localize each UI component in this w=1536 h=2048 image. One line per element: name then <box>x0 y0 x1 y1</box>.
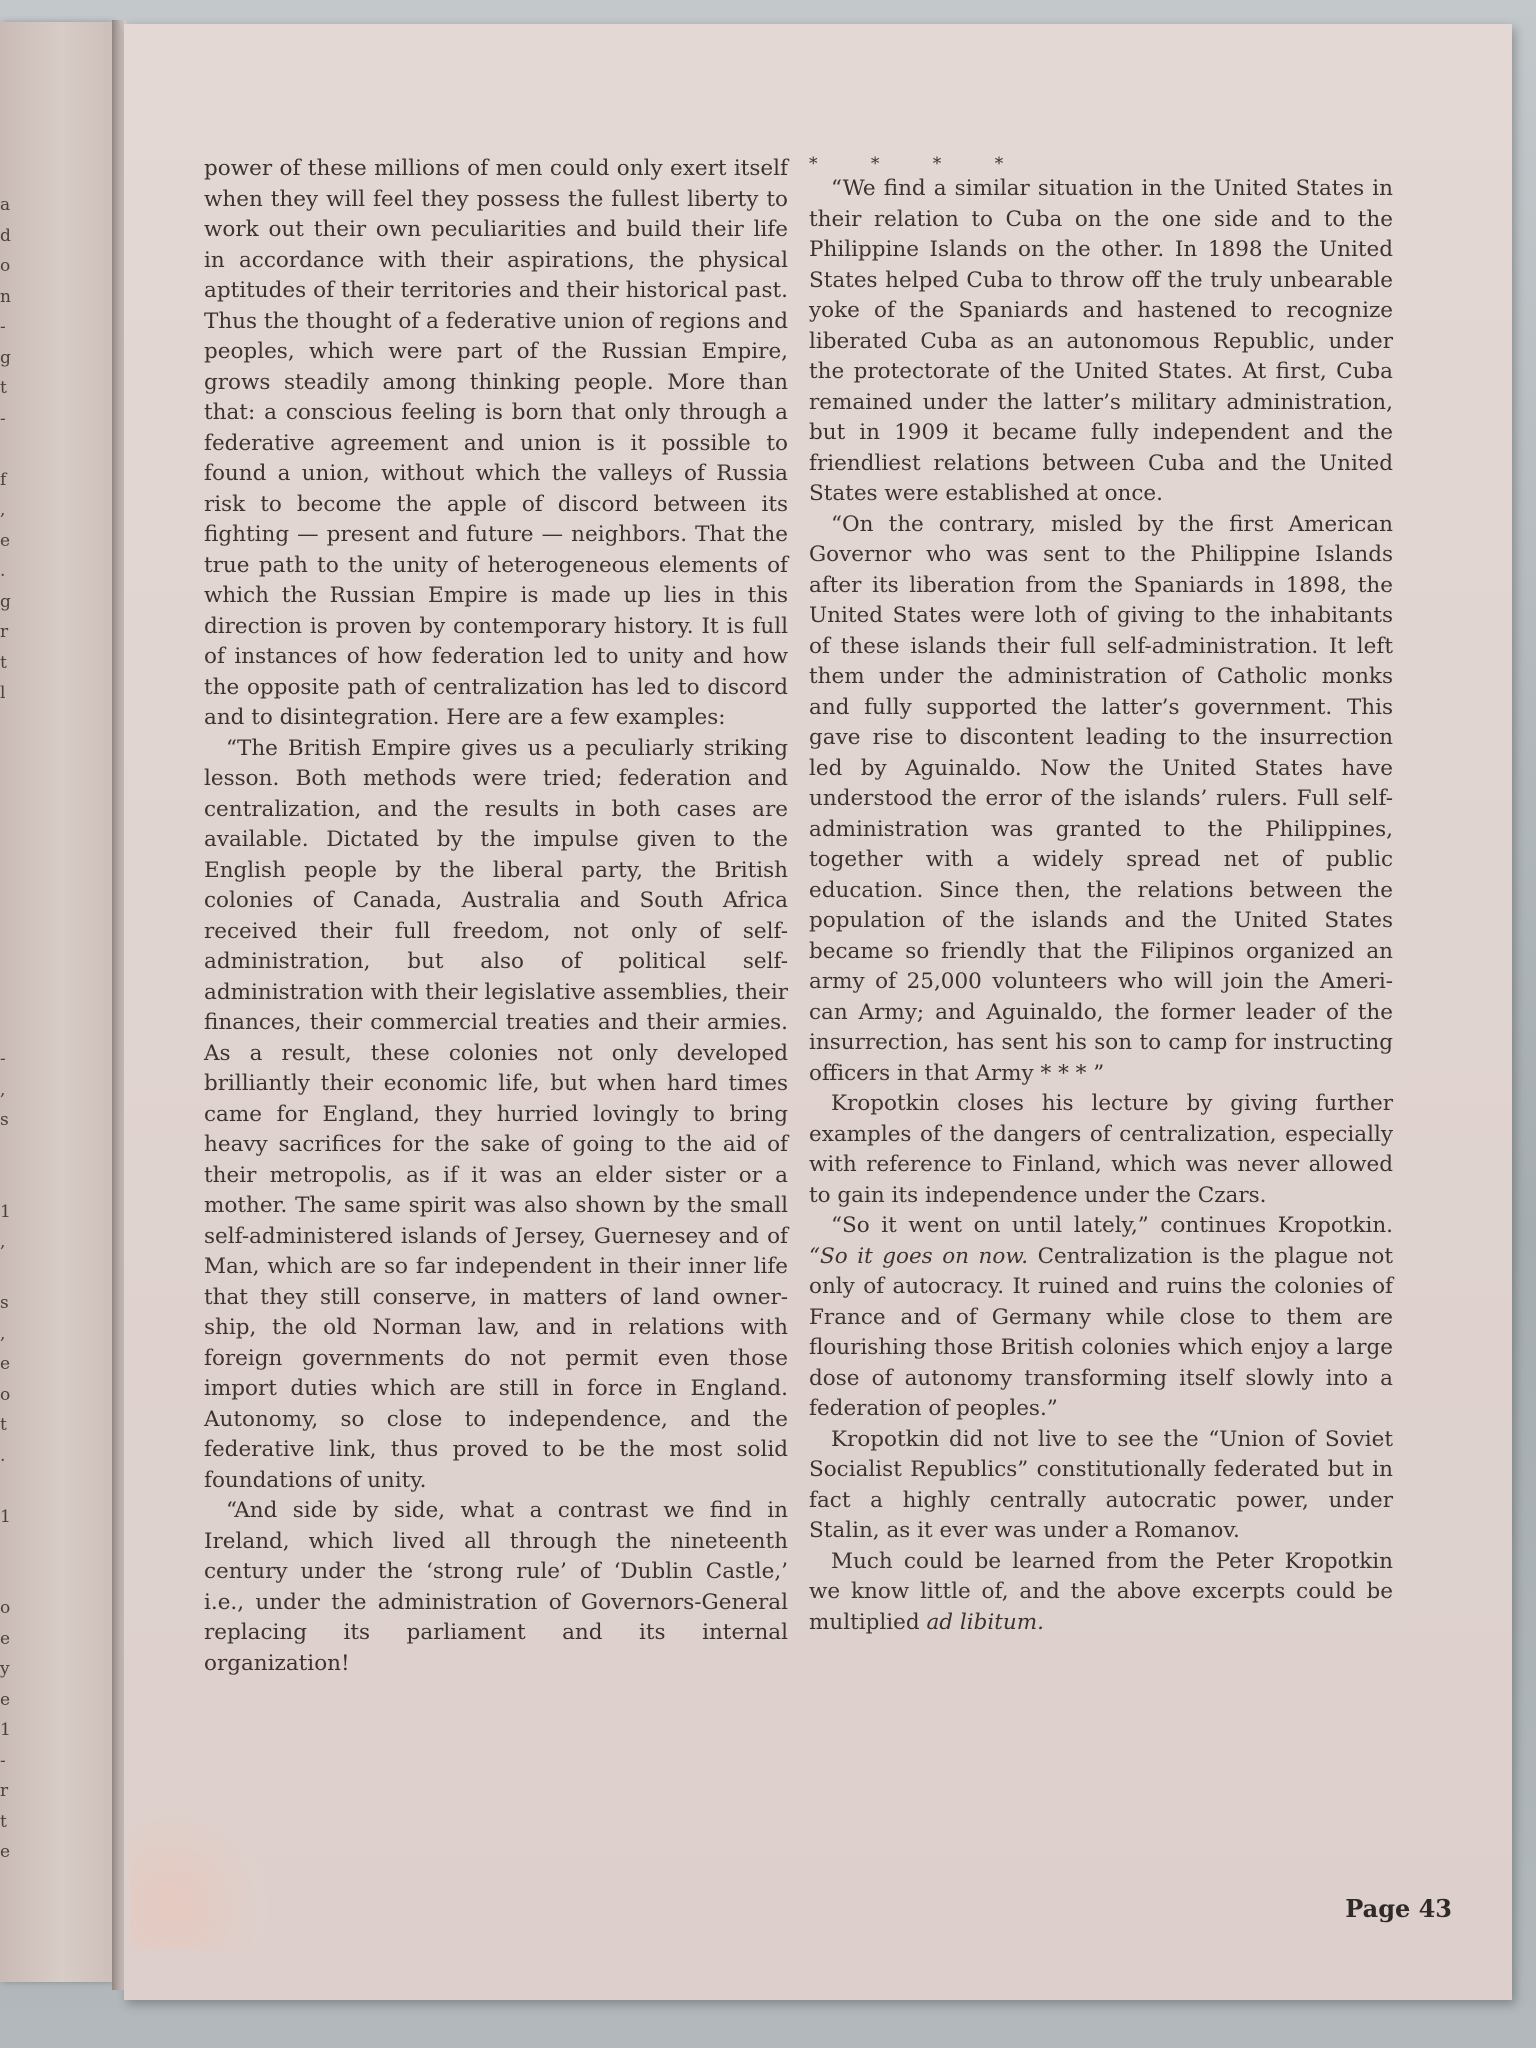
right-paragraph-1: “We find a similar situation in the United States in their relation to Cuba on the one side and to the Philippine Islands on the other. In 1898 the United States helped Cuba to throw off the truly unbearable yoke of the Spaniards and hastened to recognize liberated Cuba as an autonomous Republic, under the protectorate of the United States. At first, Cuba remained under the latter’s military administration, but in 1909 it became fully independent and the friendliest relations between Cuba and the United States were established at once. <box>809 176 1393 506</box>
p4-text-a: “So it went on until lately,” continues Kropotkin. <box>831 1213 1393 1238</box>
right-paragraph-6 <box>809 1547 1393 1639</box>
previous-page-edge <box>0 22 112 1982</box>
p6-italic-phrase: ad libitum. <box>926 1609 1044 1635</box>
right-paragraph-4 <box>809 1211 1393 1425</box>
page-number: Page 43 <box>1345 1894 1452 1923</box>
left-paragraph-3: “And side by side, what a contrast we find in Ireland, which lived all through the nineteenth century under the ‘strong rule’ of ‘Dublin Castle,’ i.e., under the administration of Governors-General replacing its parliament and its internal organization! <box>204 1498 788 1676</box>
document-page <box>124 24 1512 2000</box>
left-column <box>204 154 788 1679</box>
left-paragraph-1: power of these millions of men could only exert itself when they will feel they possess the fullest liberty to work out their own peculiarities and build their life in accordance with their aspirations, the physical aptitudes of their territories and their historical past. Thus the thought of a federative union of regions and peoples, which were part of the Russian Empire, grows steadily among thinking people. More than that: a conscious feeling is born that only through a federative agreement and union is it possible to found a union, without which the valleys of Russia risk to become the apple of discord between its fighting — present and future — neighbors. That the true path to the unity of heterogeneous elements of which the Russian Empire is made up lies in this direction is proven by contemporary history. It is full of instances of how federation led to unity and how the opposite path of centralization has led to discord and to disintegration. Here are a few examples: <box>204 156 788 730</box>
section-break-stars: * * * * <box>809 154 1028 174</box>
p6-text-a: Much could be learned from the Peter Kropotkin we know little of, and the above excerpts could be multiplied <box>809 1548 1393 1635</box>
right-paragraph-5: Kropotkin did not live to see the “Union of Soviet Socialist Republics” constitutionally federated but in fact a highly centrally autocratic power, under Stalin, as it ever was under a Romanov. <box>809 1426 1393 1543</box>
previous-page-text-fragments: a d o n - g t - f , e . g r t l - , s 1 , s , e o t . 1 o e y e 1 - r t e <box>0 195 11 1862</box>
p4-text-b: Centralization is the plague not only of autocracy. It ruined and ruins the colonies of France and of Germany while close to them are flourishing those British colonies which enjoy a large dose of autonomy transforming itself slowly into a federation of peoples.” <box>809 1243 1394 1421</box>
right-column <box>809 154 1393 1638</box>
p4-italic-quote: “So it goes on now. <box>809 1243 1029 1269</box>
left-paragraph-2: “The British Empire gives us a peculiarly striking lesson. Both methods were tried; federation and centralization, and the results in both cases are available. Dictated by the impulse given to the English people by the liberal party, the British colonies of Canada, Australia and South Africa received their full freedom, not only of self-administration, but also of political self-administration with their legislative assemblies, their finances, their commercial treaties and their armies. As a result, these colonies not only developed brilliantly their economic life, but when hard times came for England, they hurried lovingly to bring heavy sacrifices for the sake of going to the aid of their metropolis, as if it was an elder sister or a mother. The same spirit was also shown by the small self-administered islands of Jersey, Guernesey and of Man, which are so far independent in their inner life that they still conserve, in matters of land ownership, the old Norman law, and in relations with foreign governments do not permit even those import duties which are still in force in England. Autonomy, so close to independence, and the federative link, thus proved to be the most solid foundations of unity. <box>204 735 788 1493</box>
right-paragraph-2: “On the contrary, misled by the first American Governor who was sent to the Philippine Islands after its liberation from the Spaniards in 1898, the United States were loth of giving to the inhabitants of these islands their full self-administration. It left them under the administration of Catholic monks and fully supported the latter’s government. This gave rise to discontent leading to the insurrection led by Aguinaldo. Now the United States have understood the error of the islands’ rulers. Full self-administration was granted to the Philippines, together with a widely spread net of public education. Since then, the relations between the population of the islands and the United States became so friendly that the Filipinos organized an army of 25,000 volunteers who will join the American Army; and Aguinaldo, the former leader of the insurrection, has sent his son to camp for instructing officers in that Army * * * ” <box>809 511 1393 1086</box>
paper-stain <box>130 1800 270 1950</box>
right-paragraph-3: Kropotkin closes his lecture by giving further examples of the dangers of centralization, especially with reference to Finland, which was never allowed to gain its independence under the Czars. <box>809 1091 1393 1208</box>
